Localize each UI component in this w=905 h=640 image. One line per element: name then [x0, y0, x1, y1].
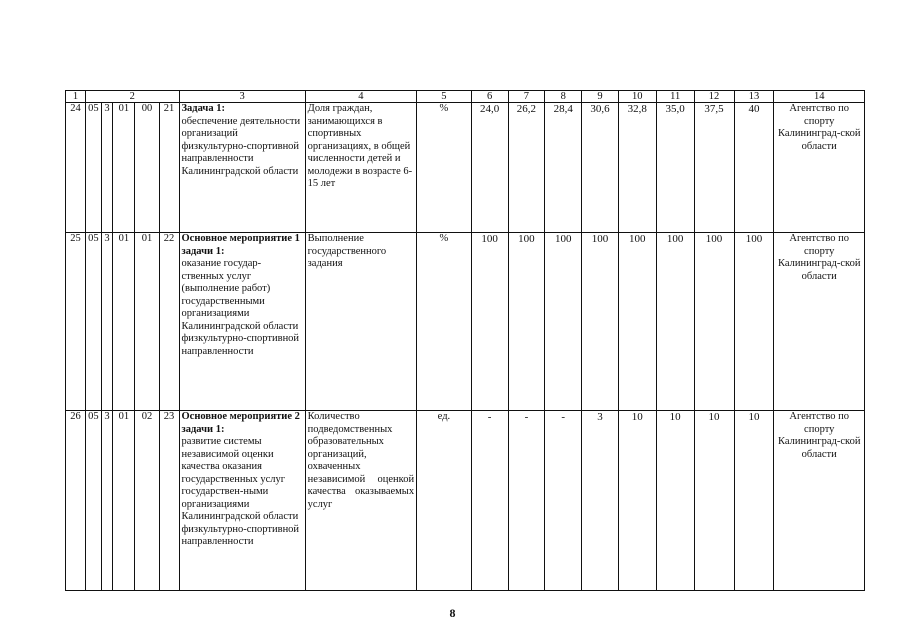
code-cell: 00 — [135, 103, 159, 233]
indicator-cell: Выполнение государственного задания — [305, 233, 416, 411]
value-cell: - — [545, 411, 582, 591]
value-cell: - — [471, 411, 508, 591]
task-cell — [179, 233, 305, 411]
value-cell: 37,5 — [694, 103, 734, 233]
value-cell: 32,8 — [618, 103, 656, 233]
code-cell: 3 — [101, 103, 113, 233]
page-number: 8 — [449, 606, 456, 620]
indicators-table — [65, 90, 865, 591]
code-cell: 3 — [101, 411, 113, 591]
unit-cell: % — [417, 103, 472, 233]
value-cell: 100 — [545, 233, 582, 411]
value-cell: 28,4 — [545, 103, 582, 233]
header-col-2: 2 — [85, 91, 179, 103]
value-cell: 10 — [618, 411, 656, 591]
value-cell: 100 — [582, 233, 619, 411]
header-col-1: 1 — [66, 91, 86, 103]
header-col-3: 3 — [179, 91, 305, 103]
row-number: 25 — [66, 233, 86, 411]
code-cell: 05 — [85, 411, 101, 591]
header-col-5: 5 — [417, 91, 472, 103]
task-cell — [179, 411, 305, 591]
code-cell: 01 — [113, 411, 135, 591]
header-col-7: 7 — [508, 91, 545, 103]
task-text: оказание государ-ственных услуг (выполнение работ) государственными организациями Калининградской области физкультурно-спортивной направленности — [181, 258, 300, 357]
value-cell: 100 — [734, 233, 774, 411]
agency-cell: Агентство по спорту Калининград-ской области — [774, 103, 865, 233]
code-cell: 22 — [159, 233, 179, 411]
value-cell: 100 — [656, 233, 694, 411]
indicator-cell: Доля граждан, занимающихся в спортивных организациях, в общей численности детей и молодежи в возрасте 6-15 лет — [305, 103, 416, 233]
indicator-cell: Количество подведомственных образовательных организаций, охваченных независимой оценкой качества оказываемых услуг — [305, 411, 416, 591]
value-cell: 10 — [656, 411, 694, 591]
header-col-10: 10 — [618, 91, 656, 103]
table-row — [66, 103, 865, 233]
table-row — [66, 411, 865, 591]
row-number: 24 — [66, 103, 86, 233]
value-cell: 10 — [734, 411, 774, 591]
code-cell: 23 — [159, 411, 179, 591]
header-col-6: 6 — [471, 91, 508, 103]
value-cell: 35,0 — [656, 103, 694, 233]
value-cell: - — [508, 411, 545, 591]
code-cell: 05 — [85, 103, 101, 233]
value-cell: 40 — [734, 103, 774, 233]
header-col-11: 11 — [656, 91, 694, 103]
header-col-12: 12 — [694, 91, 734, 103]
code-cell: 21 — [159, 103, 179, 233]
task-title: Задача 1: — [181, 103, 225, 114]
header-col-8: 8 — [545, 91, 582, 103]
code-cell: 01 — [113, 233, 135, 411]
value-cell: 30,6 — [582, 103, 619, 233]
value-cell: 100 — [508, 233, 545, 411]
code-cell: 05 — [85, 233, 101, 411]
unit-cell: % — [417, 233, 472, 411]
value-cell: 100 — [618, 233, 656, 411]
task-title: Основное мероприятие 2 задачи 1: — [181, 411, 300, 435]
value-cell: 26,2 — [508, 103, 545, 233]
header-col-9: 9 — [582, 91, 619, 103]
value-cell: 100 — [694, 233, 734, 411]
task-cell — [179, 103, 305, 233]
task-text: обеспечение деятельности организаций физкультурно-спортивной направленности Калининградской области — [181, 115, 301, 177]
value-cell: 3 — [582, 411, 619, 591]
row-number: 26 — [66, 411, 86, 591]
value-cell: 10 — [694, 411, 734, 591]
agency-cell: Агентство по спорту Калининград-ской области — [774, 411, 865, 591]
agency-cell: Агентство по спорту Калининград-ской области — [774, 233, 865, 411]
code-cell: 3 — [101, 233, 113, 411]
value-cell: 100 — [471, 233, 508, 411]
header-col-14: 14 — [774, 91, 865, 103]
code-cell: 02 — [135, 411, 159, 591]
header-col-13: 13 — [734, 91, 774, 103]
code-cell: 01 — [113, 103, 135, 233]
task-title: Основное мероприятие 1 задачи 1: — [181, 233, 300, 257]
unit-cell: ед. — [417, 411, 472, 591]
header-col-4: 4 — [305, 91, 416, 103]
table-row — [66, 233, 865, 411]
task-text: развитие системы независимой оценки качества оказания государственных услуг государствен-ными организациями Калининградской области физкультурно-спортивной направленности — [181, 436, 300, 547]
value-cell: 24,0 — [471, 103, 508, 233]
code-cell: 01 — [135, 233, 159, 411]
header-row — [66, 91, 865, 103]
